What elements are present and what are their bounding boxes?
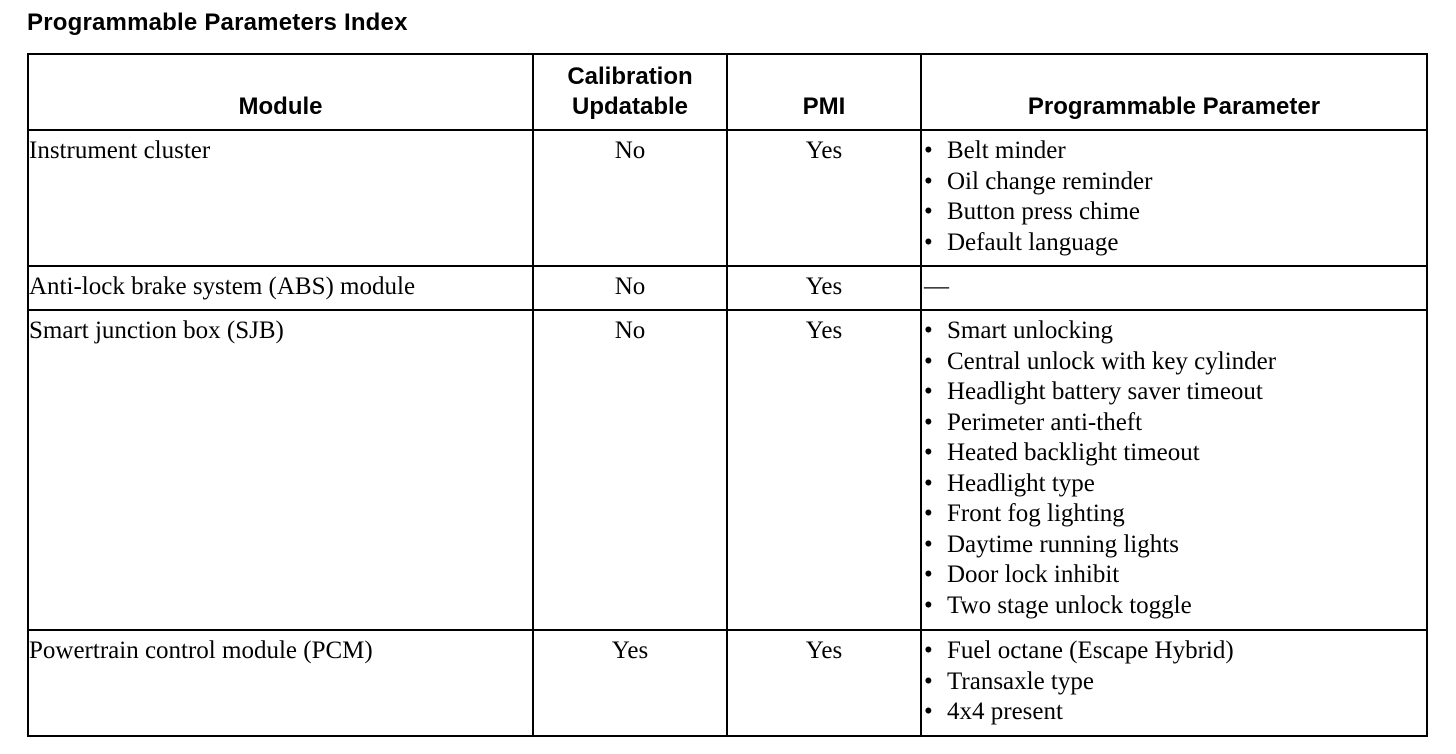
parameter-item: • Button press chime <box>922 197 1426 228</box>
parameter-item: • Headlight battery saver timeout <box>922 377 1426 408</box>
parameter-item: • Front fog lighting <box>922 499 1426 530</box>
parameters-table <box>27 53 1428 737</box>
parameter-list <box>922 636 1426 728</box>
table-row <box>28 310 1427 630</box>
pmi-cell: Yes <box>727 630 921 736</box>
parameter-item: • Oil change reminder <box>922 167 1426 198</box>
column-header-calibration-updatable <box>533 54 727 130</box>
table-row <box>28 630 1427 736</box>
column-header-programmable-parameter: Programmable Parameter <box>921 54 1427 130</box>
parameter-item: • Fuel octane (Escape Hybrid) <box>922 636 1426 667</box>
parameter-list <box>922 136 1426 258</box>
pmi-cell: Yes <box>727 310 921 630</box>
table-header-row <box>28 54 1427 130</box>
parameter-item: • Perimeter anti-theft <box>922 408 1426 439</box>
parameter-item: • Two stage unlock toggle <box>922 591 1426 622</box>
column-header-module: Module <box>28 54 533 130</box>
module-cell: Instrument cluster <box>28 130 533 266</box>
programmable-parameter-cell <box>921 266 1427 310</box>
parameter-item: • Default language <box>922 228 1426 259</box>
column-header-pmi: PMI <box>727 54 921 130</box>
page-title: Programmable Parameters Index <box>27 9 408 36</box>
parameter-item: • Transaxle type <box>922 667 1426 698</box>
module-cell: Powertrain control module (PCM) <box>28 630 533 736</box>
pmi-cell: Yes <box>727 130 921 266</box>
parameter-item: • Belt minder <box>922 136 1426 167</box>
parameter-item: • 4x4 present <box>922 697 1426 728</box>
programmable-parameter-cell <box>921 130 1427 266</box>
parameter-item: • Daytime running lights <box>922 530 1426 561</box>
calibration-updatable-cell: No <box>533 266 727 310</box>
parameter-list <box>922 316 1426 621</box>
programmable-parameter-cell <box>921 630 1427 736</box>
column-header-calibration-updatable-label: Calibration Updatable <box>567 63 693 120</box>
table-row <box>28 130 1427 266</box>
no-parameters-dash: — <box>924 273 949 300</box>
pmi-cell: Yes <box>727 266 921 310</box>
module-cell: Anti-lock brake system (ABS) module <box>28 266 533 310</box>
table-row <box>28 266 1427 310</box>
calibration-updatable-cell: Yes <box>533 630 727 736</box>
calibration-updatable-cell: No <box>533 130 727 266</box>
calibration-updatable-cell: No <box>533 310 727 630</box>
programmable-parameter-cell <box>921 310 1427 630</box>
parameter-item: • Door lock inhibit <box>922 560 1426 591</box>
module-cell: Smart junction box (SJB) <box>28 310 533 630</box>
parameter-item: • Central unlock with key cylinder <box>922 347 1426 378</box>
parameter-item: • Headlight type <box>922 469 1426 500</box>
parameter-item: • Smart unlocking <box>922 316 1426 347</box>
parameter-item: • Heated backlight timeout <box>922 438 1426 469</box>
